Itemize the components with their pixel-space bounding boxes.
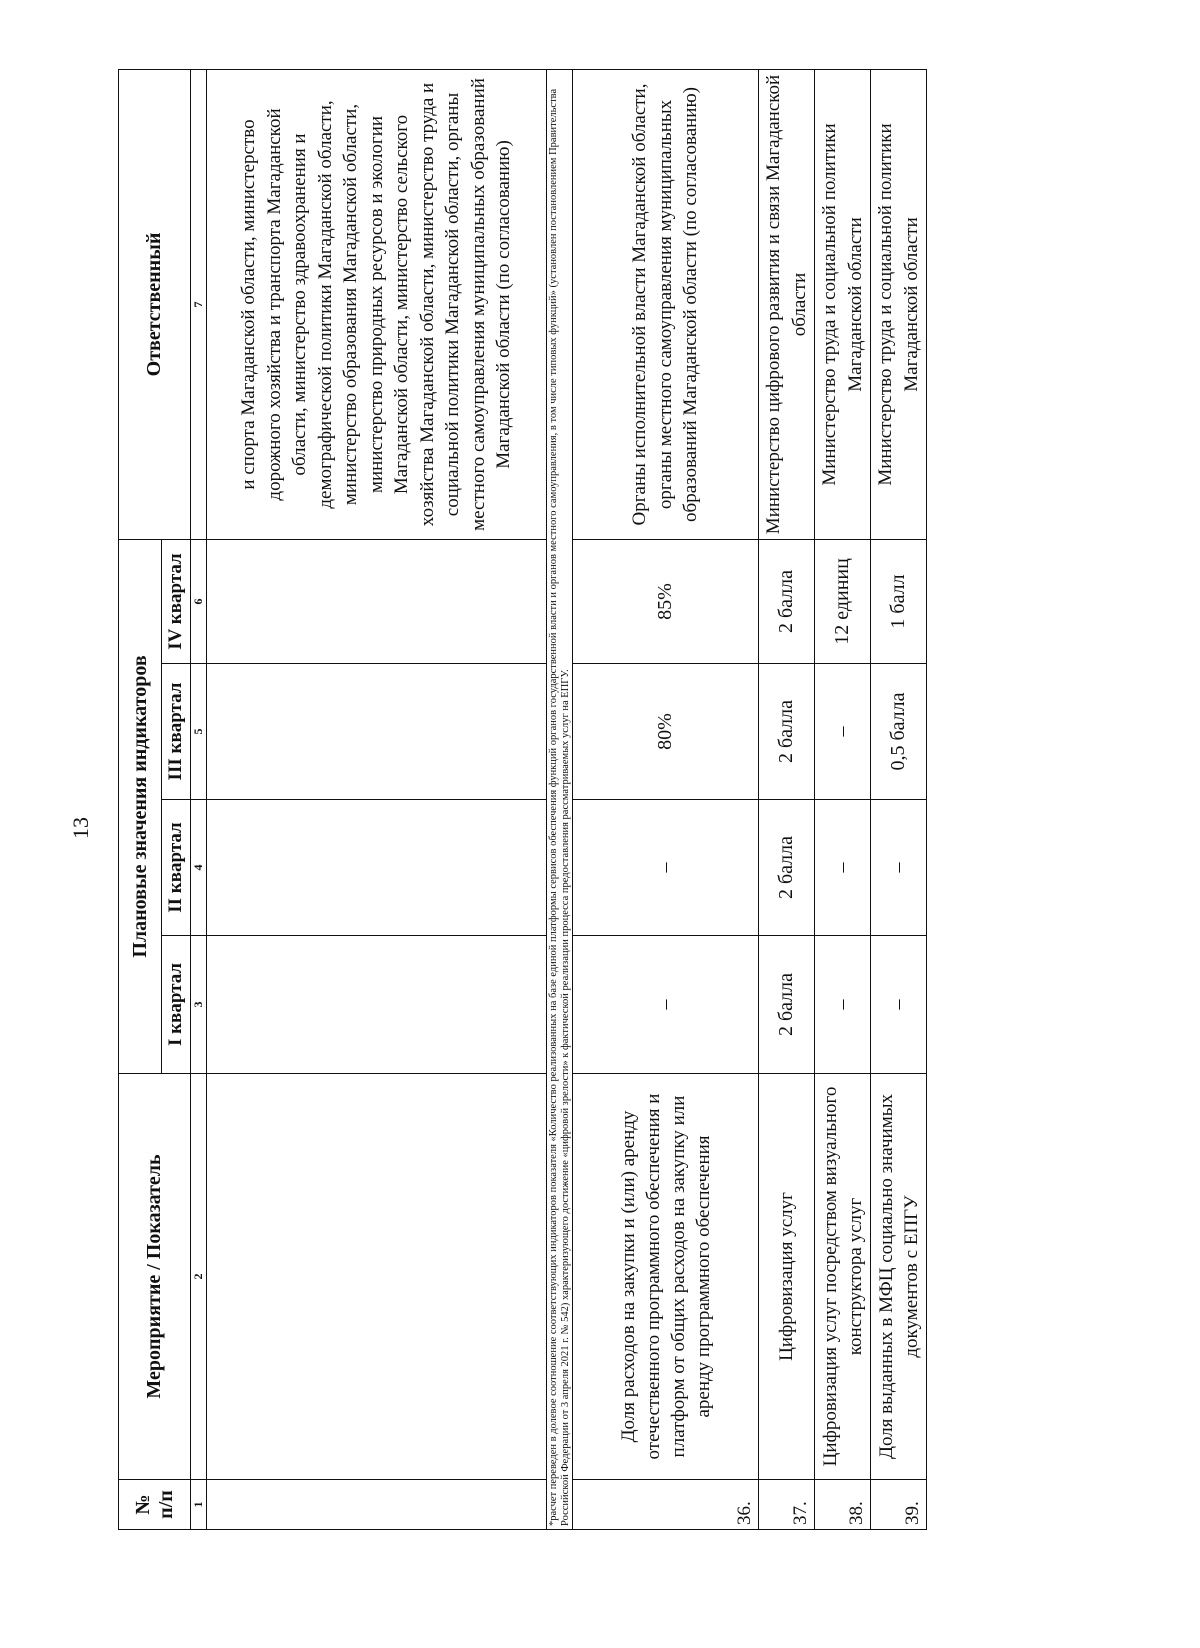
- col-index: 6: [191, 539, 207, 663]
- value-q1: –: [573, 936, 759, 1074]
- table-row: [759, 69, 815, 1529]
- row-number: 38.: [815, 1480, 871, 1530]
- col-index: 3: [191, 936, 207, 1074]
- indicator-name: Цифровизация услуг посредством визуального конструктора услуг: [815, 1074, 871, 1480]
- header-num: № п/п: [119, 1480, 191, 1530]
- table-row: [573, 69, 759, 1529]
- value-q2: 2 балла: [759, 800, 815, 936]
- col-index: 1: [191, 1480, 207, 1530]
- rotated-table-container: [118, 70, 1038, 1530]
- header-q4: IV квартал: [162, 539, 191, 663]
- responsible-cell: Министерство цифрового развития и связи Магаданской области: [759, 69, 815, 539]
- table-row: [871, 69, 927, 1529]
- col-index: 4: [191, 800, 207, 936]
- indicator-name: Доля расходов на закупки и (или) аренду отечественного программного обеспечения и платформ от общих расходов на закупку или аренду программного обеспечения: [573, 1074, 759, 1480]
- header-q3: III квартал: [162, 664, 191, 800]
- header-resp: Ответственный: [119, 69, 191, 539]
- value-q1: –: [815, 936, 871, 1074]
- responsible-cell: и спорта Магаданской области, министерство дорожного хозяйства и транспорта Магаданской области, министерство здравоохранения и демографической политики Магаданской области, министерство образования Магаданской области, министерство природных ресурсов и экологии Магаданской области, министерство сельского хозяйства Магаданской области, министерство труда и социальной политики Магаданской области, органы местного самоуправления муниципальных образований Магаданской области (по согласованию): [207, 69, 547, 539]
- responsible-cell: Министерство труда и социальной политики Магаданской области: [815, 69, 871, 539]
- value-q3: 2 балла: [759, 664, 815, 800]
- responsible-cell: Министерство труда и социальной политики Магаданской области: [871, 69, 927, 539]
- indicators-table: [118, 69, 927, 1530]
- value-q3: –: [815, 664, 871, 800]
- page-number: 13: [68, 817, 93, 839]
- value-q2: –: [871, 800, 927, 936]
- value-q1: –: [871, 936, 927, 1074]
- row-number: 39.: [871, 1480, 927, 1530]
- indicator-name: Доля выданных в МФЦ социально значимых документов с ЕПГУ: [871, 1074, 927, 1480]
- value-q3: 0,5 балла: [871, 664, 927, 800]
- value-q4: 85%: [573, 539, 759, 663]
- header-plan: Плановые значения индикаторов: [119, 539, 162, 1073]
- row-number: 37.: [759, 1480, 815, 1530]
- indicator-name: Цифровизация услуг: [759, 1074, 815, 1480]
- col-index: 2: [191, 1074, 207, 1480]
- value-q3: 80%: [573, 664, 759, 800]
- value-q4: 2 балла: [759, 539, 815, 663]
- value-q4: 12 единиц: [815, 539, 871, 663]
- value-q2: –: [573, 800, 759, 936]
- table-row: [207, 69, 547, 1529]
- value-q1: 2 балла: [759, 936, 815, 1074]
- header-name: Мероприятие / Показатель: [119, 1074, 191, 1480]
- col-index: 7: [191, 69, 207, 539]
- table-row: [815, 69, 871, 1529]
- header-q2: II квартал: [162, 800, 191, 936]
- col-index: 5: [191, 664, 207, 800]
- value-q4: 1 балл: [871, 539, 927, 663]
- footnote: *расчет переведен в долевое соотношение соответствующих индикаторов показателя «Количество реализованных на базе единой платформы сервисов обеспечения функций органов государственной власти и органов местного самоуправления, в том числе типовых функций» (установлен постановлением Правительства Российской Федерации от 3 апреля 2021 г. № 542) характеризующего достижение «цифровой зрелости» к фактической реализации процесса предоставления рассматриваемых услуг на ЕПГУ.: [547, 69, 573, 1529]
- responsible-cell: Органы исполнительной власти Магаданской области, органы местного самоуправления муниципальных образований Магаданской области (по согласованию): [573, 69, 759, 539]
- value-q2: –: [815, 800, 871, 936]
- row-number: 36.: [573, 1480, 759, 1530]
- header-q1: I квартал: [162, 936, 191, 1074]
